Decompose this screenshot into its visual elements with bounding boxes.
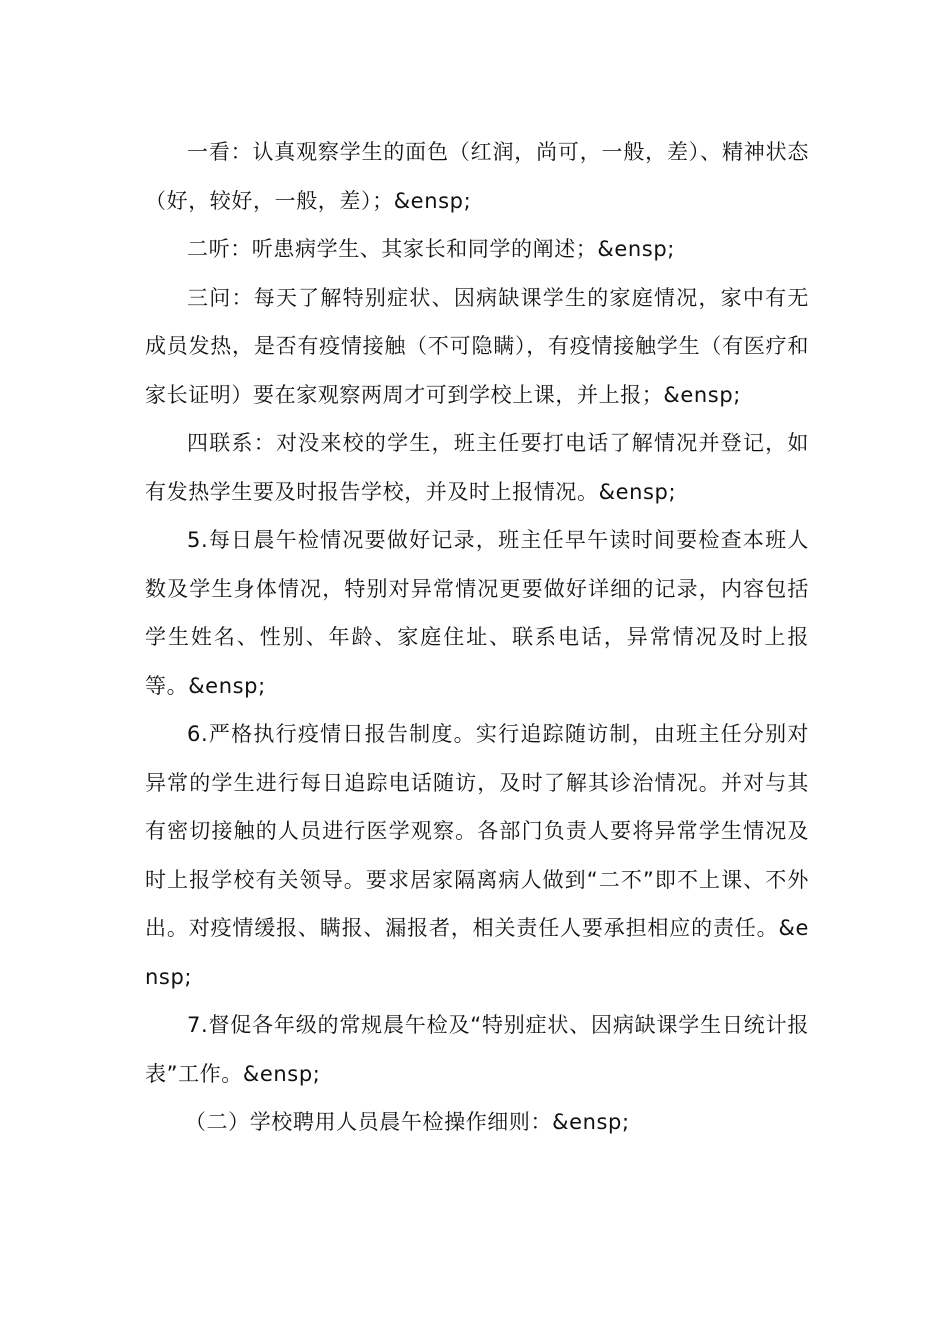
document-body	[145, 128, 809, 1147]
paragraph-item-7: 7.督促各年级的常规晨午检及“特别症状、因病缺课学生日统计报表”工作。&ensp;	[145, 1013, 809, 1086]
paragraph-contact: 四联系：对没来校的学生，班主任要打电话了解情况并登记，如有发热学生要及时报告学校，并及时上报情况。&ensp;	[145, 431, 809, 504]
paragraph-ask: 三问：每天了解特别症状、因病缺课学生的家庭情况，家中有无成员发热，是否有疫情接触（不可隐瞒），有疫情接触学生（有医疗和家长证明）要在家观察两周才可到学校上课，并上报；&ensp;	[145, 285, 809, 407]
paragraph-item-5: 5.每日晨午检情况要做好记录，班主任早午读时间要检查本班人数及学生身体情况，特别对异常情况更要做好详细的记录，内容包括学生姓名、性别、年龄、家庭住址、联系电话，异常情况及时上报等。&ensp;	[145, 528, 809, 698]
paragraph-item-6: 6.严格执行疫情日报告制度。实行追踪随访制，由班主任分别对异常的学生进行每日追踪电话随访，及时了解其诊治情况。并对与其有密切接触的人员进行医学观察。各部门负责人要将异常学生情况及时上报学校有关领导。要求居家隔离病人做到“二不”即不上课、不外出。对疫情缓报、瞒报、漏报者，相关责任人要承担相应的责任。&ensp;	[145, 722, 809, 989]
paragraph-look: 一看：认真观察学生的面色（红润，尚可，一般，差）、精神状态（好，较好，一般，差）；&ensp;	[145, 140, 809, 213]
section-heading-2: （二）学校聘用人员晨午检操作细则：&ensp;	[184, 1110, 630, 1134]
paragraph-listen: 二听：听患病学生、其家长和同学的阐述；&ensp;	[187, 237, 675, 261]
